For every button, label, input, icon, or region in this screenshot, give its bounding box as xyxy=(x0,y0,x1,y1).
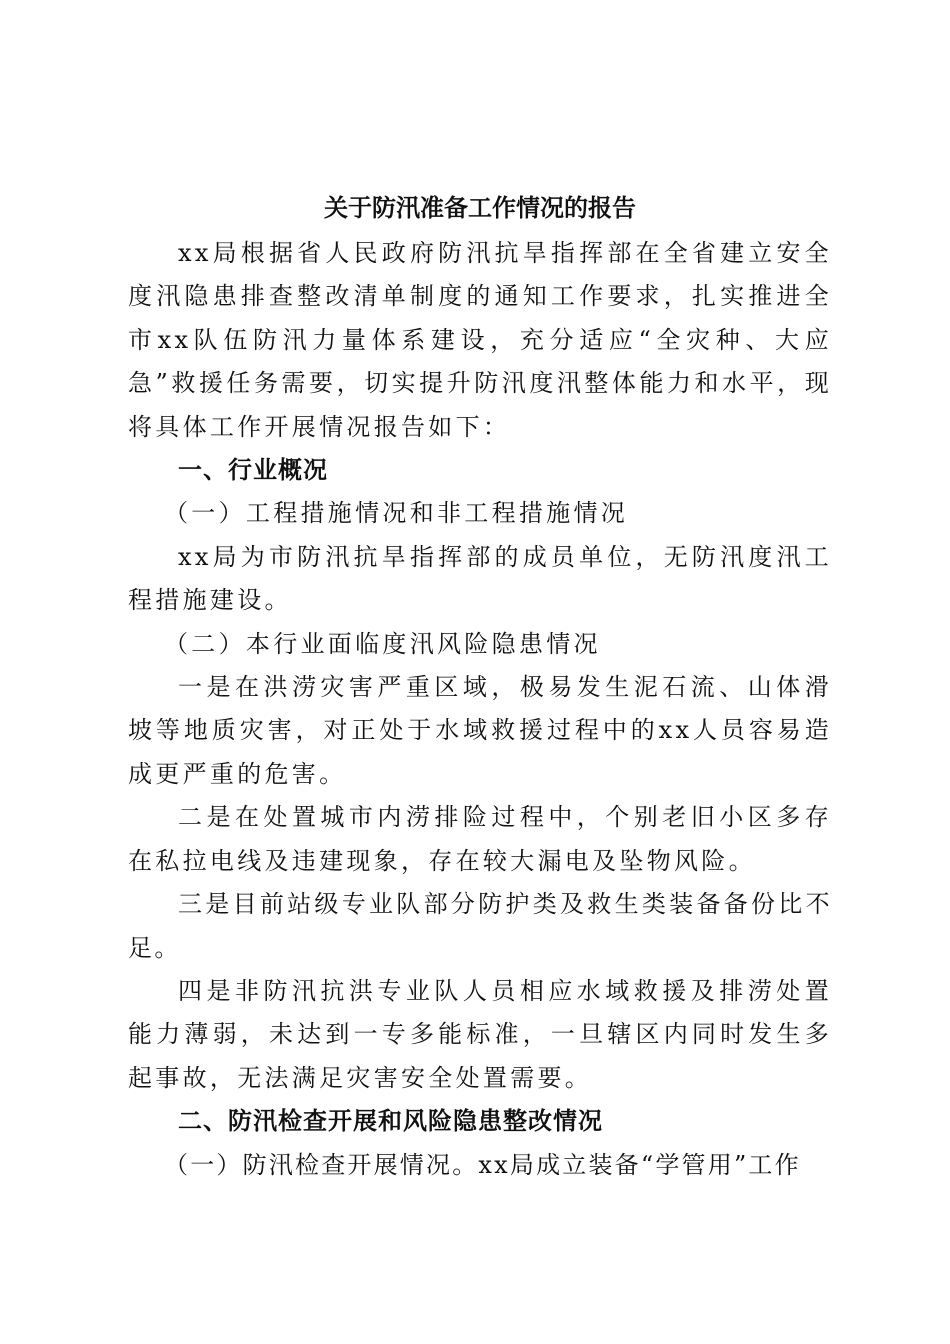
body-paragraph: 二是在处置城市内涝排险过程中，个别老旧小区多存在私拉电线及违建现象，存在较大漏电及坠物风险。 xyxy=(128,803,832,875)
document-title: 关于防汛准备工作情况的报告 xyxy=(324,194,636,222)
body-paragraph: 一是在洪涝灾害严重区域，极易发生泥石流、山体滑坡等地质灾害，对正处于水域救援过程中的xx人员容易造成更严重的危害。 xyxy=(128,673,832,788)
section-heading-2: 二、防汛检查开展和风险隐患整改情况 xyxy=(178,1107,603,1136)
body-paragraph: 三是目前站级专业队部分防护类及救生类装备备份比不足。 xyxy=(128,890,832,962)
document-page xyxy=(128,188,832,1187)
subsection-heading-2-1: （一）防汛检查开展情况。xx局成立装备“学管用”工作 xyxy=(164,1150,801,1179)
subsection-heading-1-1: （一）工程措施情况和非工程措施情况 xyxy=(164,499,629,528)
body-paragraph: xx局为市防汛抗旱指挥部的成员单位，无防汛度汛工程措施建设。 xyxy=(128,542,832,615)
section-heading-1: 一、行业概况 xyxy=(178,456,328,485)
body-paragraph: 四是非防汛抗洪专业队人员相应水域救援及排涝处置能力薄弱，未达到一专多能标准，一旦辖区内同时发生多起事故，无法满足灾害安全处置需要。 xyxy=(128,976,832,1092)
subsection-heading-1-2: （二）本行业面临度汛风险隐患情况 xyxy=(164,629,601,658)
intro-paragraph: xx局根据省人民政府防汛抗旱指挥部在全省建立安全度汛隐患排查整改清单制度的通知工作要求，扎实推进全市xx队伍防汛力量体系建设，充分适应“全灾种、大应急”救援任务需要，切实提升防汛度汛整体能力和水平，现将具体工作开展情况报告如下： xyxy=(128,239,832,441)
